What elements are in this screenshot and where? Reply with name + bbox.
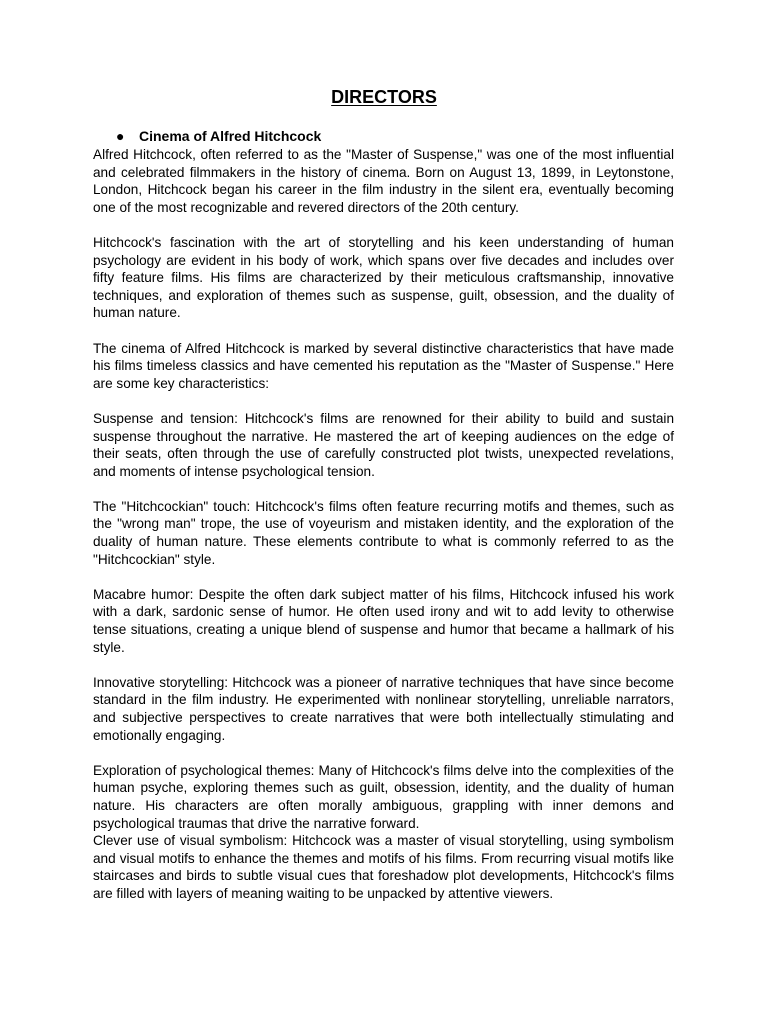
paragraph-characteristics-intro: The cinema of Alfred Hitchcock is marked by several distinctive characteristics that have made his films timeless classics and have cemented his reputation as the "Master of Suspense." Here are some key characteristics: <box>93 340 674 391</box>
section-heading <box>116 128 321 145</box>
bullet-icon: ● <box>116 128 125 144</box>
paragraph-storytelling: Hitchcock's fascination with the art of storytelling and his keen understanding of human psychology are evident in his body of work, which spans over five decades and includes over fifty feature films. His films are characterized by their meticulous craftsmanship, innovative techniques, and exploration of themes such as suspense, guilt, obsession, and the duality of human nature. <box>93 234 674 321</box>
body-text <box>93 146 674 903</box>
paragraph-macabre-humor: Macabre humor: Despite the often dark subject matter of his films, Hitchcock infused his work with a dark, sardonic sense of humor. He often used irony and wit to add levity to otherwise tense situations, creating a unique blend of suspense and humor that became a hallmark of his style. <box>93 586 674 655</box>
paragraph-hitchcockian-touch: The "Hitchcockian" touch: Hitchcock's films often feature recurring motifs and themes, such as the "wrong man" trope, the use of voyeurism and mistaken identity, and the exploration of the duality of human nature. These elements contribute to what is commonly referred to as the "Hitchcockian" style. <box>93 498 674 567</box>
paragraph-suspense: Suspense and tension: Hitchcock's films are renowned for their ability to build and sustain suspense throughout the narrative. He mastered the art of keeping audiences on the edge of their seats, often through the use of carefully constructed plot twists, unexpected revelations, and moments of intense psychological tension. <box>93 410 674 479</box>
paragraph-psychological-themes: Exploration of psychological themes: Many of Hitchcock's films delve into the complexities of the human psyche, exploring themes such as guilt, obsession, identity, and the duality of human nature. His characters are often morally ambiguous, grappling with inner demons and psychological traumas that drive the narrative forward. <box>93 762 674 831</box>
paragraph-visual-symbolism: Clever use of visual symbolism: Hitchcock was a master of visual storytelling, using symbolism and visual motifs to enhance the themes and motifs of his films. From recurring visual motifs like staircases and birds to subtle visual cues that foreshadow plot developments, Hitchcock's films are filled with layers of meaning waiting to be unpacked by attentive viewers. <box>93 833 674 901</box>
page-title: DIRECTORS <box>331 87 437 107</box>
section-heading-text: Cinema of Alfred Hitchcock <box>139 128 322 144</box>
paragraph-intro: Alfred Hitchcock, often referred to as the "Master of Suspense," was one of the most influential and celebrated filmmakers in the history of cinema. Born on August 13, 1899, in Leytonstone, London, Hitchcock began his career in the film industry in the silent era, eventually becoming one of the most recognizable and revered directors of the 20th century. <box>93 147 674 215</box>
paragraph-innovative-storytelling: Innovative storytelling: Hitchcock was a pioneer of narrative techniques that have since become standard in the film industry. He experimented with nonlinear storytelling, unreliable narrators, and subjective perspectives to create narratives that were both intellectually stimulating and emotionally engaging. <box>93 674 674 743</box>
